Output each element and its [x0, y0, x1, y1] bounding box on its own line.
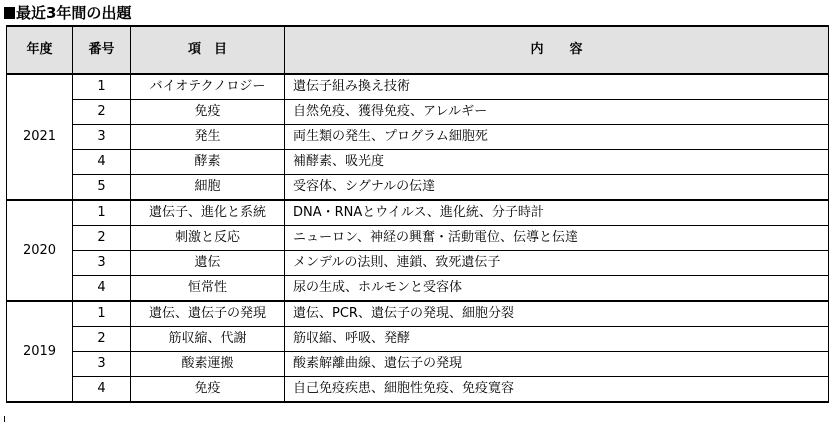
content-cell: 両生類の発生、プログラム細胞死 — [285, 125, 829, 150]
cell-border-fragment — [4, 416, 5, 422]
square-bullet-icon — [4, 7, 15, 19]
content-cell: ニューロン、神経の興奮・活動電位、伝導と伝達 — [285, 226, 829, 251]
content-cell: DNA・RNAとウイルス、進化統、分子時計 — [285, 200, 829, 226]
content-cell: 自然免疫、獲得免疫、アレルギー — [285, 100, 829, 125]
number-cell: 2 — [73, 327, 131, 352]
number-cell: 4 — [73, 150, 131, 175]
item-cell: 遺伝 — [131, 251, 285, 276]
table-row — [7, 251, 829, 276]
number-cell: 1 — [73, 200, 131, 226]
table-row — [7, 276, 829, 302]
item-cell: バイオテクノロジー — [131, 74, 285, 100]
item-cell: 細胞 — [131, 175, 285, 201]
table-header-row — [7, 26, 829, 74]
year-cell: 2020 — [7, 200, 73, 301]
item-cell: 酵素 — [131, 150, 285, 175]
table-row — [7, 226, 829, 251]
content-cell: 遺伝、PCR、遺伝子の発現、細胞分裂 — [285, 301, 829, 327]
content-cell: 自己免疫疾患、細胞性免疫、免疫寛容 — [285, 377, 829, 403]
number-cell: 2 — [73, 100, 131, 125]
table-row — [7, 352, 829, 377]
exam-topics-table — [6, 25, 829, 403]
table-row — [7, 125, 829, 150]
header-item: 項 目 — [131, 26, 285, 74]
table-row — [7, 74, 829, 100]
item-cell: 筋収縮、代謝 — [131, 327, 285, 352]
number-cell: 3 — [73, 352, 131, 377]
item-cell: 免疫 — [131, 100, 285, 125]
content-cell: メンデルの法則、連鎖、致死遺伝子 — [285, 251, 829, 276]
content-cell: 筋収縮、呼吸、発酵 — [285, 327, 829, 352]
item-cell: 酸素運搬 — [131, 352, 285, 377]
page-title — [4, 3, 131, 23]
number-cell: 1 — [73, 74, 131, 100]
number-cell: 4 — [73, 377, 131, 403]
year-cell: 2019 — [7, 301, 73, 402]
year-cell: 2021 — [7, 74, 73, 200]
content-cell: 補酵素、吸光度 — [285, 150, 829, 175]
number-cell: 3 — [73, 125, 131, 150]
table-row — [7, 100, 829, 125]
table-row — [7, 301, 829, 327]
item-cell: 免疫 — [131, 377, 285, 403]
content-cell: 受容体、シグナルの伝達 — [285, 175, 829, 201]
item-cell: 刺激と反応 — [131, 226, 285, 251]
header-year: 年度 — [7, 26, 73, 74]
content-cell: 酸素解離曲線、遺伝子の発現 — [285, 352, 829, 377]
content-cell: 尿の生成、ホルモンと受容体 — [285, 276, 829, 302]
table-row — [7, 150, 829, 175]
content-cell: 遺伝子組み換え技術 — [285, 74, 829, 100]
table-row — [7, 200, 829, 226]
header-content: 内 容 — [285, 26, 829, 74]
number-cell: 5 — [73, 175, 131, 201]
header-number: 番号 — [73, 26, 131, 74]
table-row — [7, 175, 829, 201]
item-cell: 恒常性 — [131, 276, 285, 302]
number-cell: 1 — [73, 301, 131, 327]
table-body — [7, 74, 829, 402]
table-row — [7, 327, 829, 352]
number-cell: 2 — [73, 226, 131, 251]
item-cell: 遺伝、遺伝子の発現 — [131, 301, 285, 327]
table-row — [7, 377, 829, 403]
number-cell: 3 — [73, 251, 131, 276]
number-cell: 4 — [73, 276, 131, 302]
page-title-text: 最近3年間の出題 — [16, 4, 132, 22]
item-cell: 遺伝子、進化と系統 — [131, 200, 285, 226]
item-cell: 発生 — [131, 125, 285, 150]
